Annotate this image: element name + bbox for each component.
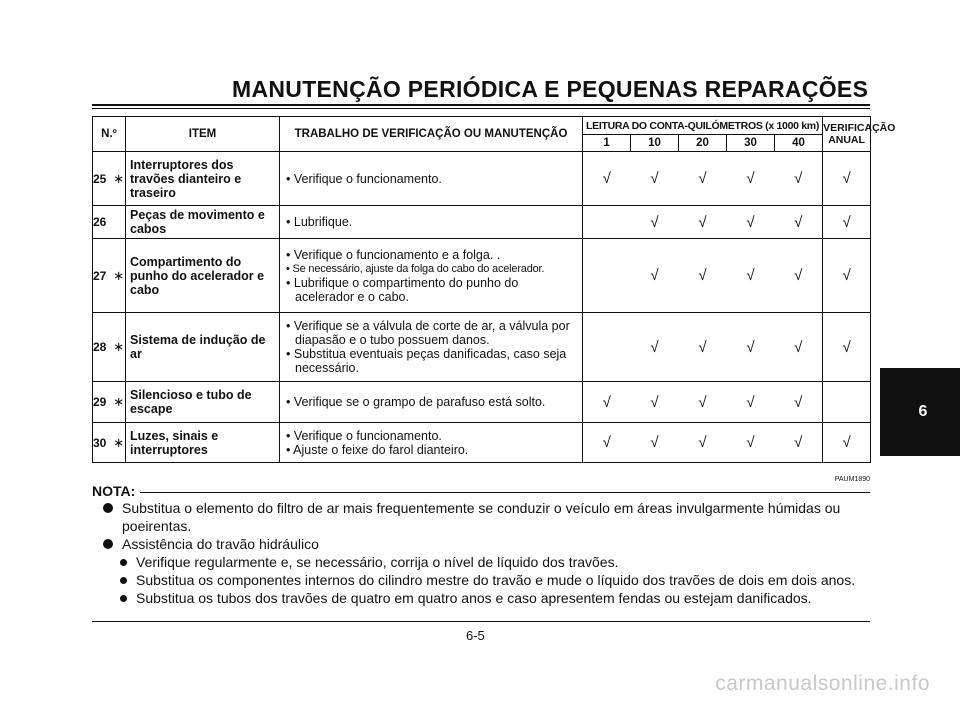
header-km-20: 20	[679, 135, 727, 152]
row-item: Peças de movimento e cabos	[126, 206, 280, 239]
check-cell: √	[679, 152, 727, 206]
watermark: carmanualsonline.info	[715, 672, 930, 695]
row-number: 29	[93, 382, 113, 423]
row-work	[280, 423, 583, 463]
maintenance-table	[92, 116, 896, 463]
sub-note-text: Substitua os tubos dos travões de quatro em quatro anos e caso apresentem fendas ou estejam danificados.	[136, 590, 812, 606]
check-cell: √	[679, 423, 727, 463]
header-km-40: 40	[775, 135, 823, 152]
header-km-10: 10	[631, 135, 679, 152]
work-line: • Substitua eventuais peças danificadas, caso seja necessário.	[286, 347, 567, 375]
check-cell: √	[823, 313, 871, 382]
check-cell	[583, 313, 631, 382]
check-cell: √	[775, 423, 823, 463]
row-work	[280, 382, 583, 423]
row-number: 27	[93, 239, 113, 313]
row-number: 25	[93, 152, 113, 206]
header-km-30: 30	[727, 135, 775, 152]
check-cell: √	[631, 313, 679, 382]
check-cell: √	[583, 423, 631, 463]
work-line: • Verifique se a válvula de corte de ar, a válvula por diapasão e o tubo possuem danos.	[286, 319, 570, 347]
work-line: • Verifique se o grampo de parafuso está solto.	[286, 395, 546, 409]
check-cell: √	[631, 423, 679, 463]
star-mark: ∗	[113, 152, 126, 206]
work-line: • Lubrifique o compartimento do punho do acelerador e o cabo.	[286, 275, 519, 304]
check-cell	[823, 382, 871, 423]
title-rule	[92, 104, 870, 106]
check-cell: √	[583, 152, 631, 206]
row-item: Compartimento do punho do acelerador e cabo	[126, 239, 280, 313]
page-number: 6-5	[466, 628, 485, 643]
check-cell: √	[823, 152, 871, 206]
table-row	[93, 239, 871, 313]
check-cell: √	[727, 239, 775, 313]
row-item: Luzes, sinais e interruptores	[126, 423, 280, 463]
star-mark	[113, 206, 126, 239]
check-cell: √	[727, 152, 775, 206]
header-work: TRABALHO DE VERIFICAÇÃO OU MANUTENÇÃO	[280, 117, 583, 152]
chapter-tab-label: 6	[918, 403, 928, 420]
page-title: MANUTENÇÃO PERIÓDICA E PEQUENAS REPARAÇÕES	[232, 76, 869, 102]
bullet-icon	[103, 503, 113, 513]
table-row	[93, 382, 871, 423]
check-cell: √	[775, 313, 823, 382]
check-cell: √	[631, 206, 679, 239]
star-mark: ∗	[113, 313, 126, 382]
chapter-tab[interactable]	[880, 368, 960, 456]
work-line: • Verifique o funcionamento.	[286, 428, 442, 443]
row-work	[280, 313, 583, 382]
note-text: Substitua o elemento do filtro de ar mais frequentemente se conduzir o veículo em áreas invulgarmente húmidas ou poeirentas.	[122, 500, 841, 534]
sub-note-item	[100, 589, 870, 607]
check-cell: √	[679, 382, 727, 423]
work-line: • Se necessário, ajuste da folga do cabo do acelerador.	[286, 262, 545, 275]
row-item: Sistema de indução de ar	[126, 313, 280, 382]
star-mark: ∗	[113, 423, 126, 463]
sub-note-text: Verifique regularmente e, se necessário, corrija o nível de líquido dos travões.	[136, 554, 619, 570]
notes-list	[100, 499, 870, 607]
check-cell: √	[775, 239, 823, 313]
small-bullet-icon	[120, 595, 127, 602]
header-reading: LEITURA DO CONTA-QUILÓMETROS (x 1000 km)	[583, 117, 823, 135]
check-cell: √	[679, 313, 727, 382]
reference-code: PAUM1890	[834, 476, 870, 483]
check-cell: √	[631, 152, 679, 206]
check-cell: √	[775, 382, 823, 423]
note-text: Assistência do travão hidráulico	[122, 536, 319, 552]
check-cell	[583, 206, 631, 239]
title-rule-thin	[92, 108, 870, 109]
table-row	[93, 152, 871, 206]
row-item: Silencioso e tubo de escape	[126, 382, 280, 423]
work-line: • Lubrifique.	[286, 215, 353, 229]
header-km-1: 1	[583, 135, 631, 152]
row-work	[280, 239, 583, 313]
check-cell: √	[583, 382, 631, 423]
star-mark: ∗	[113, 239, 126, 313]
check-cell: √	[679, 239, 727, 313]
check-cell: √	[823, 206, 871, 239]
row-work	[280, 206, 583, 239]
check-cell: √	[775, 152, 823, 206]
check-cell: √	[823, 239, 871, 313]
check-cell	[583, 239, 631, 313]
nota-rule	[140, 492, 870, 493]
table-row	[93, 313, 871, 382]
check-cell: √	[631, 239, 679, 313]
header-annual: VERIFICAÇÃO ANUAL	[823, 117, 871, 152]
work-line: • Ajuste o feixe do farol dianteiro.	[286, 442, 469, 457]
header-item: ITEM	[126, 117, 280, 152]
sub-note-text: Substitua os componentes internos do cilindro mestre do travão e mude o líquido dos travões de dois em dois anos.	[136, 572, 856, 588]
check-cell: √	[727, 423, 775, 463]
row-number: 28	[93, 313, 113, 382]
check-cell: √	[727, 313, 775, 382]
row-number: 30	[93, 423, 113, 463]
check-cell: √	[679, 206, 727, 239]
check-cell: √	[727, 382, 775, 423]
row-item: Interruptores dos travões dianteiro e traseiro	[126, 152, 280, 206]
small-bullet-icon	[120, 577, 127, 584]
table-row	[93, 423, 871, 463]
check-cell: √	[631, 382, 679, 423]
sub-note-item	[100, 553, 870, 571]
note-item	[100, 499, 870, 535]
bottom-rule	[92, 621, 870, 622]
note-item	[100, 535, 870, 553]
star-mark: ∗	[113, 382, 126, 423]
work-line: • Verifique o funcionamento e a folga. .	[286, 247, 501, 262]
check-cell: √	[775, 206, 823, 239]
table-row	[93, 206, 871, 239]
small-bullet-icon	[120, 559, 127, 566]
check-cell: √	[727, 206, 775, 239]
nota-label: NOTA:	[92, 483, 136, 499]
bullet-icon	[103, 539, 113, 549]
check-cell: √	[823, 423, 871, 463]
row-number: 26	[93, 206, 113, 239]
sub-note-item	[100, 571, 870, 589]
work-line: • Verifique o funcionamento.	[286, 171, 442, 186]
header-no: N.º	[93, 117, 126, 152]
row-work	[280, 152, 583, 206]
